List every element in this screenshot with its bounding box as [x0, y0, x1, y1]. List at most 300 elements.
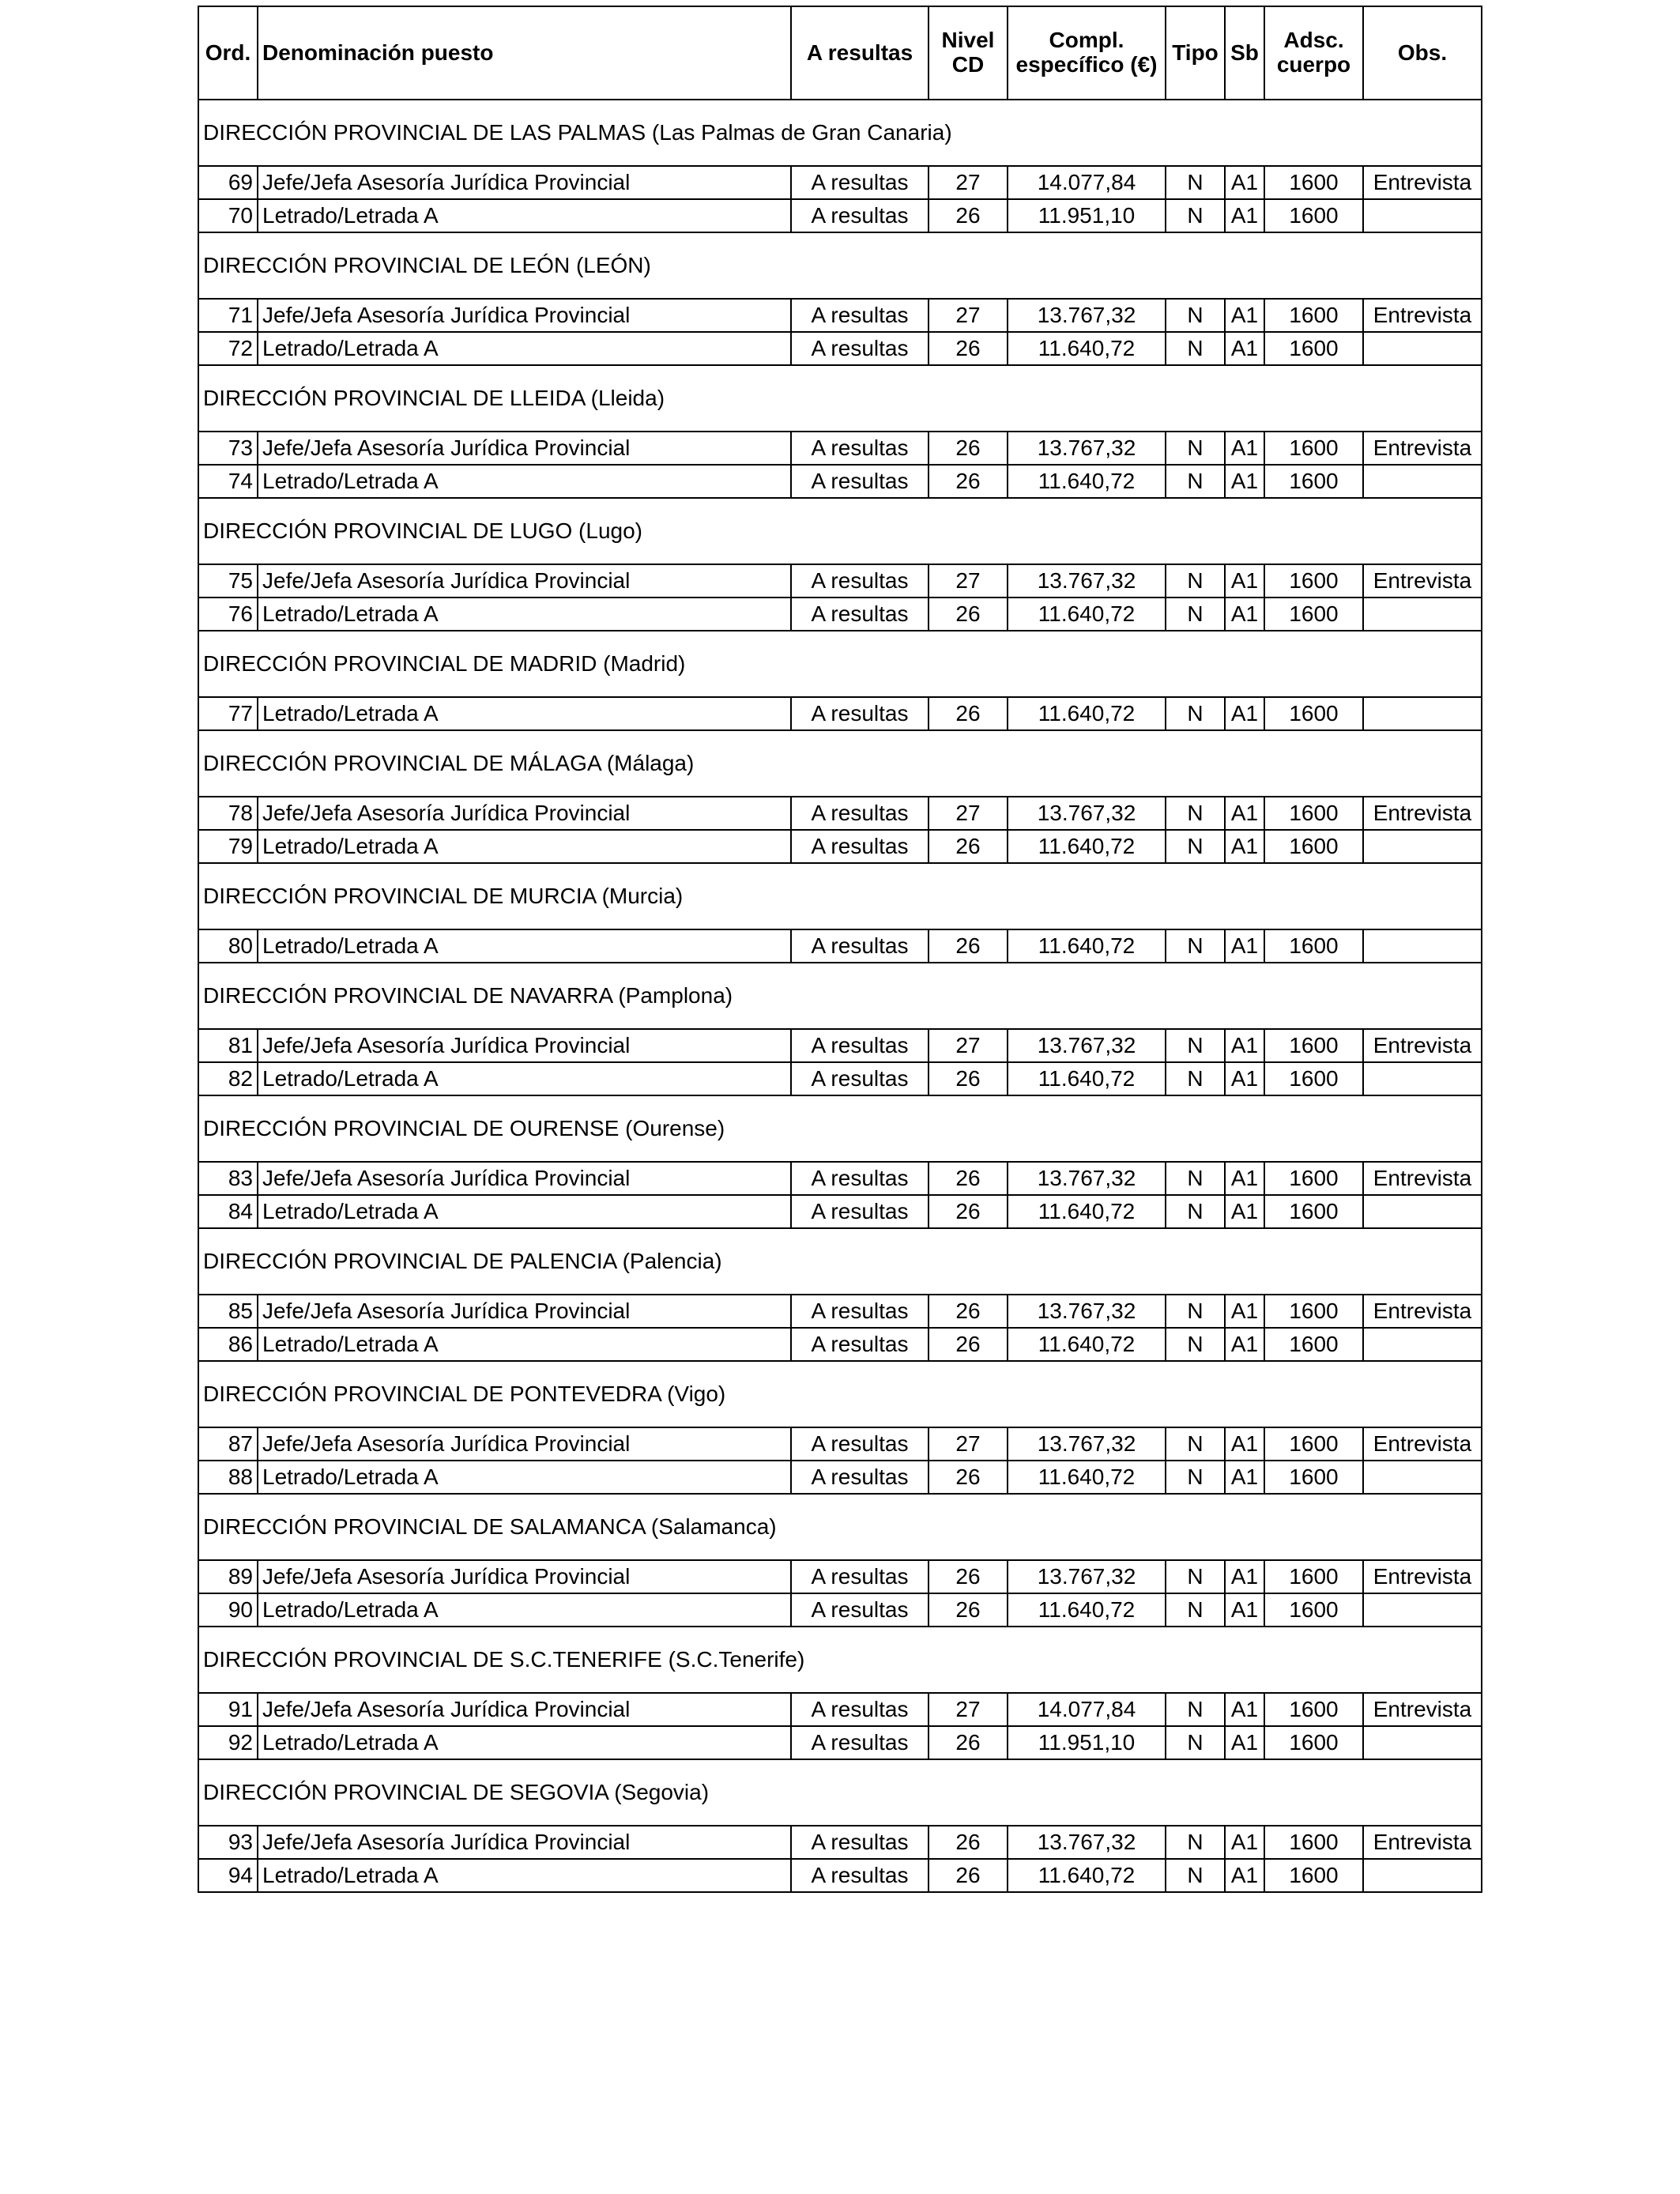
cell-obs: Entrevista — [1363, 564, 1482, 598]
cell-ord: 93 — [198, 1826, 258, 1859]
header-sb: Sb — [1225, 6, 1264, 100]
cell-compl-especifico: 13.767,32 — [1008, 1427, 1166, 1461]
cell-compl-especifico: 11.951,10 — [1008, 199, 1166, 232]
cell-obs: Entrevista — [1363, 1427, 1482, 1461]
cell-sb: A1 — [1225, 1295, 1264, 1328]
cell-a-resultas: A resultas — [791, 1726, 929, 1759]
cell-ord: 90 — [198, 1593, 258, 1627]
cell-adsc-cuerpo: 1600 — [1264, 1593, 1363, 1627]
cell-nivel-cd: 27 — [929, 299, 1008, 332]
cell-tipo: N — [1166, 199, 1225, 232]
cell-denominacion: Letrado/Letrada A — [258, 697, 791, 730]
cell-adsc-cuerpo: 1600 — [1264, 598, 1363, 631]
table-row — [198, 564, 1482, 598]
cell-denominacion: Jefe/Jefa Asesoría Jurídica Provincial — [258, 1427, 791, 1461]
cell-sb: A1 — [1225, 1859, 1264, 1892]
cell-tipo: N — [1166, 1328, 1225, 1361]
cell-obs — [1363, 598, 1482, 631]
header-ord: Ord. — [198, 6, 258, 100]
cell-obs: Entrevista — [1363, 1295, 1482, 1328]
cell-a-resultas: A resultas — [791, 1062, 929, 1095]
cell-sb: A1 — [1225, 797, 1264, 830]
header-a-resultas: A resultas — [791, 6, 929, 100]
cell-nivel-cd: 26 — [929, 1328, 1008, 1361]
table-row — [198, 1693, 1482, 1726]
cell-tipo: N — [1166, 1826, 1225, 1859]
cell-adsc-cuerpo: 1600 — [1264, 1162, 1363, 1195]
cell-compl-especifico: 11.640,72 — [1008, 1328, 1166, 1361]
cell-ord: 87 — [198, 1427, 258, 1461]
cell-nivel-cd: 26 — [929, 199, 1008, 232]
cell-obs: Entrevista — [1363, 797, 1482, 830]
cell-ord: 71 — [198, 299, 258, 332]
cell-tipo: N — [1166, 1062, 1225, 1095]
cell-denominacion: Letrado/Letrada A — [258, 1461, 791, 1494]
cell-tipo: N — [1166, 797, 1225, 830]
cell-adsc-cuerpo: 1600 — [1264, 166, 1363, 199]
cell-denominacion: Letrado/Letrada A — [258, 830, 791, 863]
section-title: DIRECCIÓN PROVINCIAL DE SALAMANCA (Salamanca) — [198, 1494, 1482, 1560]
cell-denominacion: Letrado/Letrada A — [258, 1328, 791, 1361]
cell-ord: 69 — [198, 166, 258, 199]
cell-compl-especifico: 11.640,72 — [1008, 1461, 1166, 1494]
cell-ord: 92 — [198, 1726, 258, 1759]
section-title: DIRECCIÓN PROVINCIAL DE LLEIDA (Lleida) — [198, 365, 1482, 432]
cell-a-resultas: A resultas — [791, 1328, 929, 1361]
cell-a-resultas: A resultas — [791, 797, 929, 830]
cell-denominacion: Letrado/Letrada A — [258, 598, 791, 631]
cell-tipo: N — [1166, 1560, 1225, 1593]
cell-nivel-cd: 26 — [929, 1295, 1008, 1328]
cell-nivel-cd: 27 — [929, 797, 1008, 830]
cell-compl-especifico: 11.640,72 — [1008, 1593, 1166, 1627]
cell-adsc-cuerpo: 1600 — [1264, 299, 1363, 332]
cell-a-resultas: A resultas — [791, 465, 929, 498]
cell-tipo: N — [1166, 564, 1225, 598]
cell-tipo: N — [1166, 1162, 1225, 1195]
cell-tipo: N — [1166, 1693, 1225, 1726]
cell-ord: 81 — [198, 1029, 258, 1062]
cell-sb: A1 — [1225, 564, 1264, 598]
cell-denominacion: Jefe/Jefa Asesoría Jurídica Provincial — [258, 1029, 791, 1062]
cell-adsc-cuerpo: 1600 — [1264, 797, 1363, 830]
cell-a-resultas: A resultas — [791, 1461, 929, 1494]
cell-compl-especifico: 11.640,72 — [1008, 1195, 1166, 1228]
cell-obs — [1363, 1859, 1482, 1892]
cell-sb: A1 — [1225, 1427, 1264, 1461]
cell-compl-especifico: 13.767,32 — [1008, 797, 1166, 830]
cell-sb: A1 — [1225, 1693, 1264, 1726]
header-row — [198, 6, 1482, 100]
cell-a-resultas: A resultas — [791, 1029, 929, 1062]
header-tipo: Tipo — [1166, 6, 1225, 100]
cell-a-resultas: A resultas — [791, 166, 929, 199]
cell-obs: Entrevista — [1363, 432, 1482, 465]
cell-ord: 88 — [198, 1461, 258, 1494]
cell-a-resultas: A resultas — [791, 929, 929, 963]
cell-sb: A1 — [1225, 1593, 1264, 1627]
cell-ord: 91 — [198, 1693, 258, 1726]
cell-denominacion: Letrado/Letrada A — [258, 199, 791, 232]
cell-adsc-cuerpo: 1600 — [1264, 332, 1363, 365]
cell-a-resultas: A resultas — [791, 332, 929, 365]
cell-denominacion: Jefe/Jefa Asesoría Jurídica Provincial — [258, 432, 791, 465]
table-row — [198, 432, 1482, 465]
cell-obs — [1363, 1195, 1482, 1228]
cell-adsc-cuerpo: 1600 — [1264, 1726, 1363, 1759]
cell-obs — [1363, 1062, 1482, 1095]
cell-compl-especifico: 11.640,72 — [1008, 332, 1166, 365]
cell-ord: 80 — [198, 929, 258, 963]
cell-a-resultas: A resultas — [791, 1162, 929, 1195]
cell-denominacion: Jefe/Jefa Asesoría Jurídica Provincial — [258, 564, 791, 598]
cell-nivel-cd: 26 — [929, 830, 1008, 863]
cell-adsc-cuerpo: 1600 — [1264, 1328, 1363, 1361]
cell-adsc-cuerpo: 1600 — [1264, 1560, 1363, 1593]
cell-compl-especifico: 13.767,32 — [1008, 432, 1166, 465]
section-title: DIRECCIÓN PROVINCIAL DE MURCIA (Murcia) — [198, 863, 1482, 929]
table-row — [198, 465, 1482, 498]
cell-obs: Entrevista — [1363, 1029, 1482, 1062]
cell-compl-especifico: 11.640,72 — [1008, 1859, 1166, 1892]
cell-a-resultas: A resultas — [791, 199, 929, 232]
table-row — [198, 598, 1482, 631]
section-title: DIRECCIÓN PROVINCIAL DE S.C.TENERIFE (S.C.Tenerife) — [198, 1627, 1482, 1693]
cell-nivel-cd: 26 — [929, 1062, 1008, 1095]
cell-sb: A1 — [1225, 1062, 1264, 1095]
cell-obs: Entrevista — [1363, 1693, 1482, 1726]
cell-adsc-cuerpo: 1600 — [1264, 465, 1363, 498]
cell-nivel-cd: 26 — [929, 598, 1008, 631]
table-row — [198, 1295, 1482, 1328]
cell-a-resultas: A resultas — [791, 1826, 929, 1859]
table-row — [198, 1859, 1482, 1892]
cell-tipo: N — [1166, 1859, 1225, 1892]
cell-obs: Entrevista — [1363, 166, 1482, 199]
section-row — [198, 365, 1482, 432]
cell-a-resultas: A resultas — [791, 1195, 929, 1228]
table-row — [198, 1062, 1482, 1095]
cell-obs: Entrevista — [1363, 1560, 1482, 1593]
table-row — [198, 1726, 1482, 1759]
cell-obs — [1363, 929, 1482, 963]
cell-sb: A1 — [1225, 1195, 1264, 1228]
section-title: DIRECCIÓN PROVINCIAL DE PONTEVEDRA (Vigo) — [198, 1361, 1482, 1427]
table-row — [198, 299, 1482, 332]
cell-sb: A1 — [1225, 929, 1264, 963]
cell-compl-especifico: 13.767,32 — [1008, 564, 1166, 598]
cell-sb: A1 — [1225, 1029, 1264, 1062]
cell-sb: A1 — [1225, 432, 1264, 465]
cell-ord: 72 — [198, 332, 258, 365]
cell-tipo: N — [1166, 1427, 1225, 1461]
section-row — [198, 1228, 1482, 1295]
cell-tipo: N — [1166, 1593, 1225, 1627]
cell-ord: 75 — [198, 564, 258, 598]
cell-tipo: N — [1166, 465, 1225, 498]
cell-tipo: N — [1166, 166, 1225, 199]
header-nivel-cd: Nivel CD — [929, 6, 1008, 100]
section-row — [198, 1095, 1482, 1162]
section-row — [198, 963, 1482, 1029]
posts-table — [198, 6, 1482, 1893]
section-title: DIRECCIÓN PROVINCIAL DE MADRID (Madrid) — [198, 631, 1482, 697]
cell-tipo: N — [1166, 332, 1225, 365]
cell-tipo: N — [1166, 1029, 1225, 1062]
cell-sb: A1 — [1225, 1328, 1264, 1361]
cell-adsc-cuerpo: 1600 — [1264, 432, 1363, 465]
cell-nivel-cd: 26 — [929, 1461, 1008, 1494]
cell-sb: A1 — [1225, 332, 1264, 365]
cell-adsc-cuerpo: 1600 — [1264, 1195, 1363, 1228]
cell-nivel-cd: 27 — [929, 1029, 1008, 1062]
section-title: DIRECCIÓN PROVINCIAL DE PALENCIA (Palencia) — [198, 1228, 1482, 1295]
table-row — [198, 1826, 1482, 1859]
cell-a-resultas: A resultas — [791, 1295, 929, 1328]
cell-nivel-cd: 26 — [929, 929, 1008, 963]
cell-ord: 70 — [198, 199, 258, 232]
cell-adsc-cuerpo: 1600 — [1264, 1295, 1363, 1328]
cell-compl-especifico: 11.640,72 — [1008, 465, 1166, 498]
cell-obs — [1363, 332, 1482, 365]
cell-nivel-cd: 26 — [929, 432, 1008, 465]
section-title: DIRECCIÓN PROVINCIAL DE NAVARRA (Pamplona) — [198, 963, 1482, 1029]
section-title: DIRECCIÓN PROVINCIAL DE LEÓN (LEÓN) — [198, 232, 1482, 299]
cell-a-resultas: A resultas — [791, 697, 929, 730]
cell-tipo: N — [1166, 830, 1225, 863]
table-row — [198, 1029, 1482, 1062]
cell-sb: A1 — [1225, 465, 1264, 498]
cell-obs — [1363, 199, 1482, 232]
section-row — [198, 498, 1482, 564]
cell-nivel-cd: 26 — [929, 465, 1008, 498]
cell-obs — [1363, 697, 1482, 730]
cell-ord: 82 — [198, 1062, 258, 1095]
section-row — [198, 1627, 1482, 1693]
table-row — [198, 797, 1482, 830]
table-body — [198, 100, 1482, 1892]
section-title: DIRECCIÓN PROVINCIAL DE LUGO (Lugo) — [198, 498, 1482, 564]
cell-compl-especifico: 13.767,32 — [1008, 1295, 1166, 1328]
section-row — [198, 1361, 1482, 1427]
table-row — [198, 166, 1482, 199]
cell-compl-especifico: 13.767,32 — [1008, 1826, 1166, 1859]
cell-denominacion: Jefe/Jefa Asesoría Jurídica Provincial — [258, 1295, 791, 1328]
cell-nivel-cd: 27 — [929, 1427, 1008, 1461]
cell-adsc-cuerpo: 1600 — [1264, 929, 1363, 963]
cell-ord: 73 — [198, 432, 258, 465]
cell-compl-especifico: 11.640,72 — [1008, 830, 1166, 863]
cell-denominacion: Letrado/Letrada A — [258, 1195, 791, 1228]
cell-ord: 85 — [198, 1295, 258, 1328]
cell-ord: 74 — [198, 465, 258, 498]
cell-sb: A1 — [1225, 1826, 1264, 1859]
cell-nivel-cd: 26 — [929, 1560, 1008, 1593]
section-row — [198, 1759, 1482, 1826]
cell-a-resultas: A resultas — [791, 1427, 929, 1461]
cell-sb: A1 — [1225, 166, 1264, 199]
cell-nivel-cd: 27 — [929, 564, 1008, 598]
cell-nivel-cd: 26 — [929, 1162, 1008, 1195]
cell-denominacion: Jefe/Jefa Asesoría Jurídica Provincial — [258, 1826, 791, 1859]
table-row — [198, 929, 1482, 963]
cell-adsc-cuerpo: 1600 — [1264, 1062, 1363, 1095]
cell-obs — [1363, 465, 1482, 498]
table-row — [198, 1162, 1482, 1195]
cell-obs: Entrevista — [1363, 1826, 1482, 1859]
cell-ord: 83 — [198, 1162, 258, 1195]
cell-sb: A1 — [1225, 199, 1264, 232]
cell-a-resultas: A resultas — [791, 564, 929, 598]
cell-denominacion: Letrado/Letrada A — [258, 929, 791, 963]
cell-sb: A1 — [1225, 1162, 1264, 1195]
cell-obs: Entrevista — [1363, 299, 1482, 332]
cell-tipo: N — [1166, 1726, 1225, 1759]
cell-obs — [1363, 1328, 1482, 1361]
cell-tipo: N — [1166, 929, 1225, 963]
cell-adsc-cuerpo: 1600 — [1264, 1029, 1363, 1062]
table-row — [198, 830, 1482, 863]
cell-sb: A1 — [1225, 1560, 1264, 1593]
cell-nivel-cd: 26 — [929, 1726, 1008, 1759]
cell-obs — [1363, 830, 1482, 863]
cell-a-resultas: A resultas — [791, 1593, 929, 1627]
cell-denominacion: Letrado/Letrada A — [258, 332, 791, 365]
cell-adsc-cuerpo: 1600 — [1264, 564, 1363, 598]
cell-tipo: N — [1166, 1195, 1225, 1228]
cell-denominacion: Jefe/Jefa Asesoría Jurídica Provincial — [258, 299, 791, 332]
cell-nivel-cd: 26 — [929, 1826, 1008, 1859]
cell-nivel-cd: 26 — [929, 697, 1008, 730]
cell-sb: A1 — [1225, 830, 1264, 863]
cell-nivel-cd: 27 — [929, 1693, 1008, 1726]
cell-a-resultas: A resultas — [791, 1693, 929, 1726]
cell-a-resultas: A resultas — [791, 1859, 929, 1892]
cell-compl-especifico: 14.077,84 — [1008, 166, 1166, 199]
cell-adsc-cuerpo: 1600 — [1264, 830, 1363, 863]
table-row — [198, 697, 1482, 730]
header-obs: Obs. — [1363, 6, 1482, 100]
cell-tipo: N — [1166, 1295, 1225, 1328]
cell-denominacion: Jefe/Jefa Asesoría Jurídica Provincial — [258, 1693, 791, 1726]
section-row — [198, 730, 1482, 797]
cell-sb: A1 — [1225, 697, 1264, 730]
cell-obs: Entrevista — [1363, 1162, 1482, 1195]
cell-compl-especifico: 11.640,72 — [1008, 1062, 1166, 1095]
section-row — [198, 1494, 1482, 1560]
cell-denominacion: Letrado/Letrada A — [258, 1062, 791, 1095]
cell-compl-especifico: 13.767,32 — [1008, 1029, 1166, 1062]
header-compl-especifico: Compl. específico (€) — [1008, 6, 1166, 100]
cell-denominacion: Jefe/Jefa Asesoría Jurídica Provincial — [258, 797, 791, 830]
cell-denominacion: Letrado/Letrada A — [258, 1593, 791, 1627]
table-header — [198, 6, 1482, 100]
cell-tipo: N — [1166, 598, 1225, 631]
table-row — [198, 1195, 1482, 1228]
cell-sb: A1 — [1225, 1461, 1264, 1494]
cell-nivel-cd: 26 — [929, 1195, 1008, 1228]
cell-a-resultas: A resultas — [791, 1560, 929, 1593]
cell-obs — [1363, 1726, 1482, 1759]
section-title: DIRECCIÓN PROVINCIAL DE MÁLAGA (Málaga) — [198, 730, 1482, 797]
cell-sb: A1 — [1225, 598, 1264, 631]
table-row — [198, 1593, 1482, 1627]
cell-a-resultas: A resultas — [791, 299, 929, 332]
cell-denominacion: Jefe/Jefa Asesoría Jurídica Provincial — [258, 166, 791, 199]
cell-adsc-cuerpo: 1600 — [1264, 1693, 1363, 1726]
cell-ord: 94 — [198, 1859, 258, 1892]
cell-obs — [1363, 1461, 1482, 1494]
cell-compl-especifico: 11.640,72 — [1008, 929, 1166, 963]
section-row — [198, 863, 1482, 929]
cell-sb: A1 — [1225, 1726, 1264, 1759]
table-row — [198, 1427, 1482, 1461]
cell-tipo: N — [1166, 697, 1225, 730]
cell-compl-especifico: 14.077,84 — [1008, 1693, 1166, 1726]
section-row — [198, 100, 1482, 166]
table-row — [198, 1560, 1482, 1593]
cell-a-resultas: A resultas — [791, 432, 929, 465]
cell-adsc-cuerpo: 1600 — [1264, 1427, 1363, 1461]
cell-nivel-cd: 26 — [929, 1593, 1008, 1627]
cell-denominacion: Letrado/Letrada A — [258, 465, 791, 498]
cell-a-resultas: A resultas — [791, 830, 929, 863]
table-row — [198, 199, 1482, 232]
cell-ord: 77 — [198, 697, 258, 730]
cell-obs — [1363, 1593, 1482, 1627]
section-row — [198, 232, 1482, 299]
cell-a-resultas: A resultas — [791, 598, 929, 631]
cell-ord: 79 — [198, 830, 258, 863]
cell-nivel-cd: 26 — [929, 332, 1008, 365]
cell-adsc-cuerpo: 1600 — [1264, 1461, 1363, 1494]
section-row — [198, 631, 1482, 697]
cell-adsc-cuerpo: 1600 — [1264, 1859, 1363, 1892]
cell-denominacion: Jefe/Jefa Asesoría Jurídica Provincial — [258, 1560, 791, 1593]
cell-ord: 89 — [198, 1560, 258, 1593]
cell-ord: 86 — [198, 1328, 258, 1361]
cell-compl-especifico: 11.951,10 — [1008, 1726, 1166, 1759]
cell-denominacion: Jefe/Jefa Asesoría Jurídica Provincial — [258, 1162, 791, 1195]
cell-compl-especifico: 11.640,72 — [1008, 598, 1166, 631]
cell-denominacion: Letrado/Letrada A — [258, 1859, 791, 1892]
cell-tipo: N — [1166, 1461, 1225, 1494]
cell-compl-especifico: 13.767,32 — [1008, 1560, 1166, 1593]
cell-adsc-cuerpo: 1600 — [1264, 199, 1363, 232]
header-adsc-cuerpo: Adsc. cuerpo — [1264, 6, 1363, 100]
table-row — [198, 1328, 1482, 1361]
cell-nivel-cd: 27 — [929, 166, 1008, 199]
cell-ord: 76 — [198, 598, 258, 631]
header-denominacion: Denominación puesto — [258, 6, 791, 100]
cell-sb: A1 — [1225, 299, 1264, 332]
cell-tipo: N — [1166, 432, 1225, 465]
cell-adsc-cuerpo: 1600 — [1264, 1826, 1363, 1859]
section-title: DIRECCIÓN PROVINCIAL DE LAS PALMAS (Las Palmas de Gran Canaria) — [198, 100, 1482, 166]
cell-compl-especifico: 13.767,32 — [1008, 1162, 1166, 1195]
cell-denominacion: Letrado/Letrada A — [258, 1726, 791, 1759]
cell-ord: 78 — [198, 797, 258, 830]
cell-adsc-cuerpo: 1600 — [1264, 697, 1363, 730]
table-row — [198, 1461, 1482, 1494]
cell-compl-especifico: 13.767,32 — [1008, 299, 1166, 332]
section-title: DIRECCIÓN PROVINCIAL DE OURENSE (Ourense) — [198, 1095, 1482, 1162]
cell-compl-especifico: 11.640,72 — [1008, 697, 1166, 730]
section-title: DIRECCIÓN PROVINCIAL DE SEGOVIA (Segovia) — [198, 1759, 1482, 1826]
cell-nivel-cd: 26 — [929, 1859, 1008, 1892]
cell-tipo: N — [1166, 299, 1225, 332]
cell-ord: 84 — [198, 1195, 258, 1228]
